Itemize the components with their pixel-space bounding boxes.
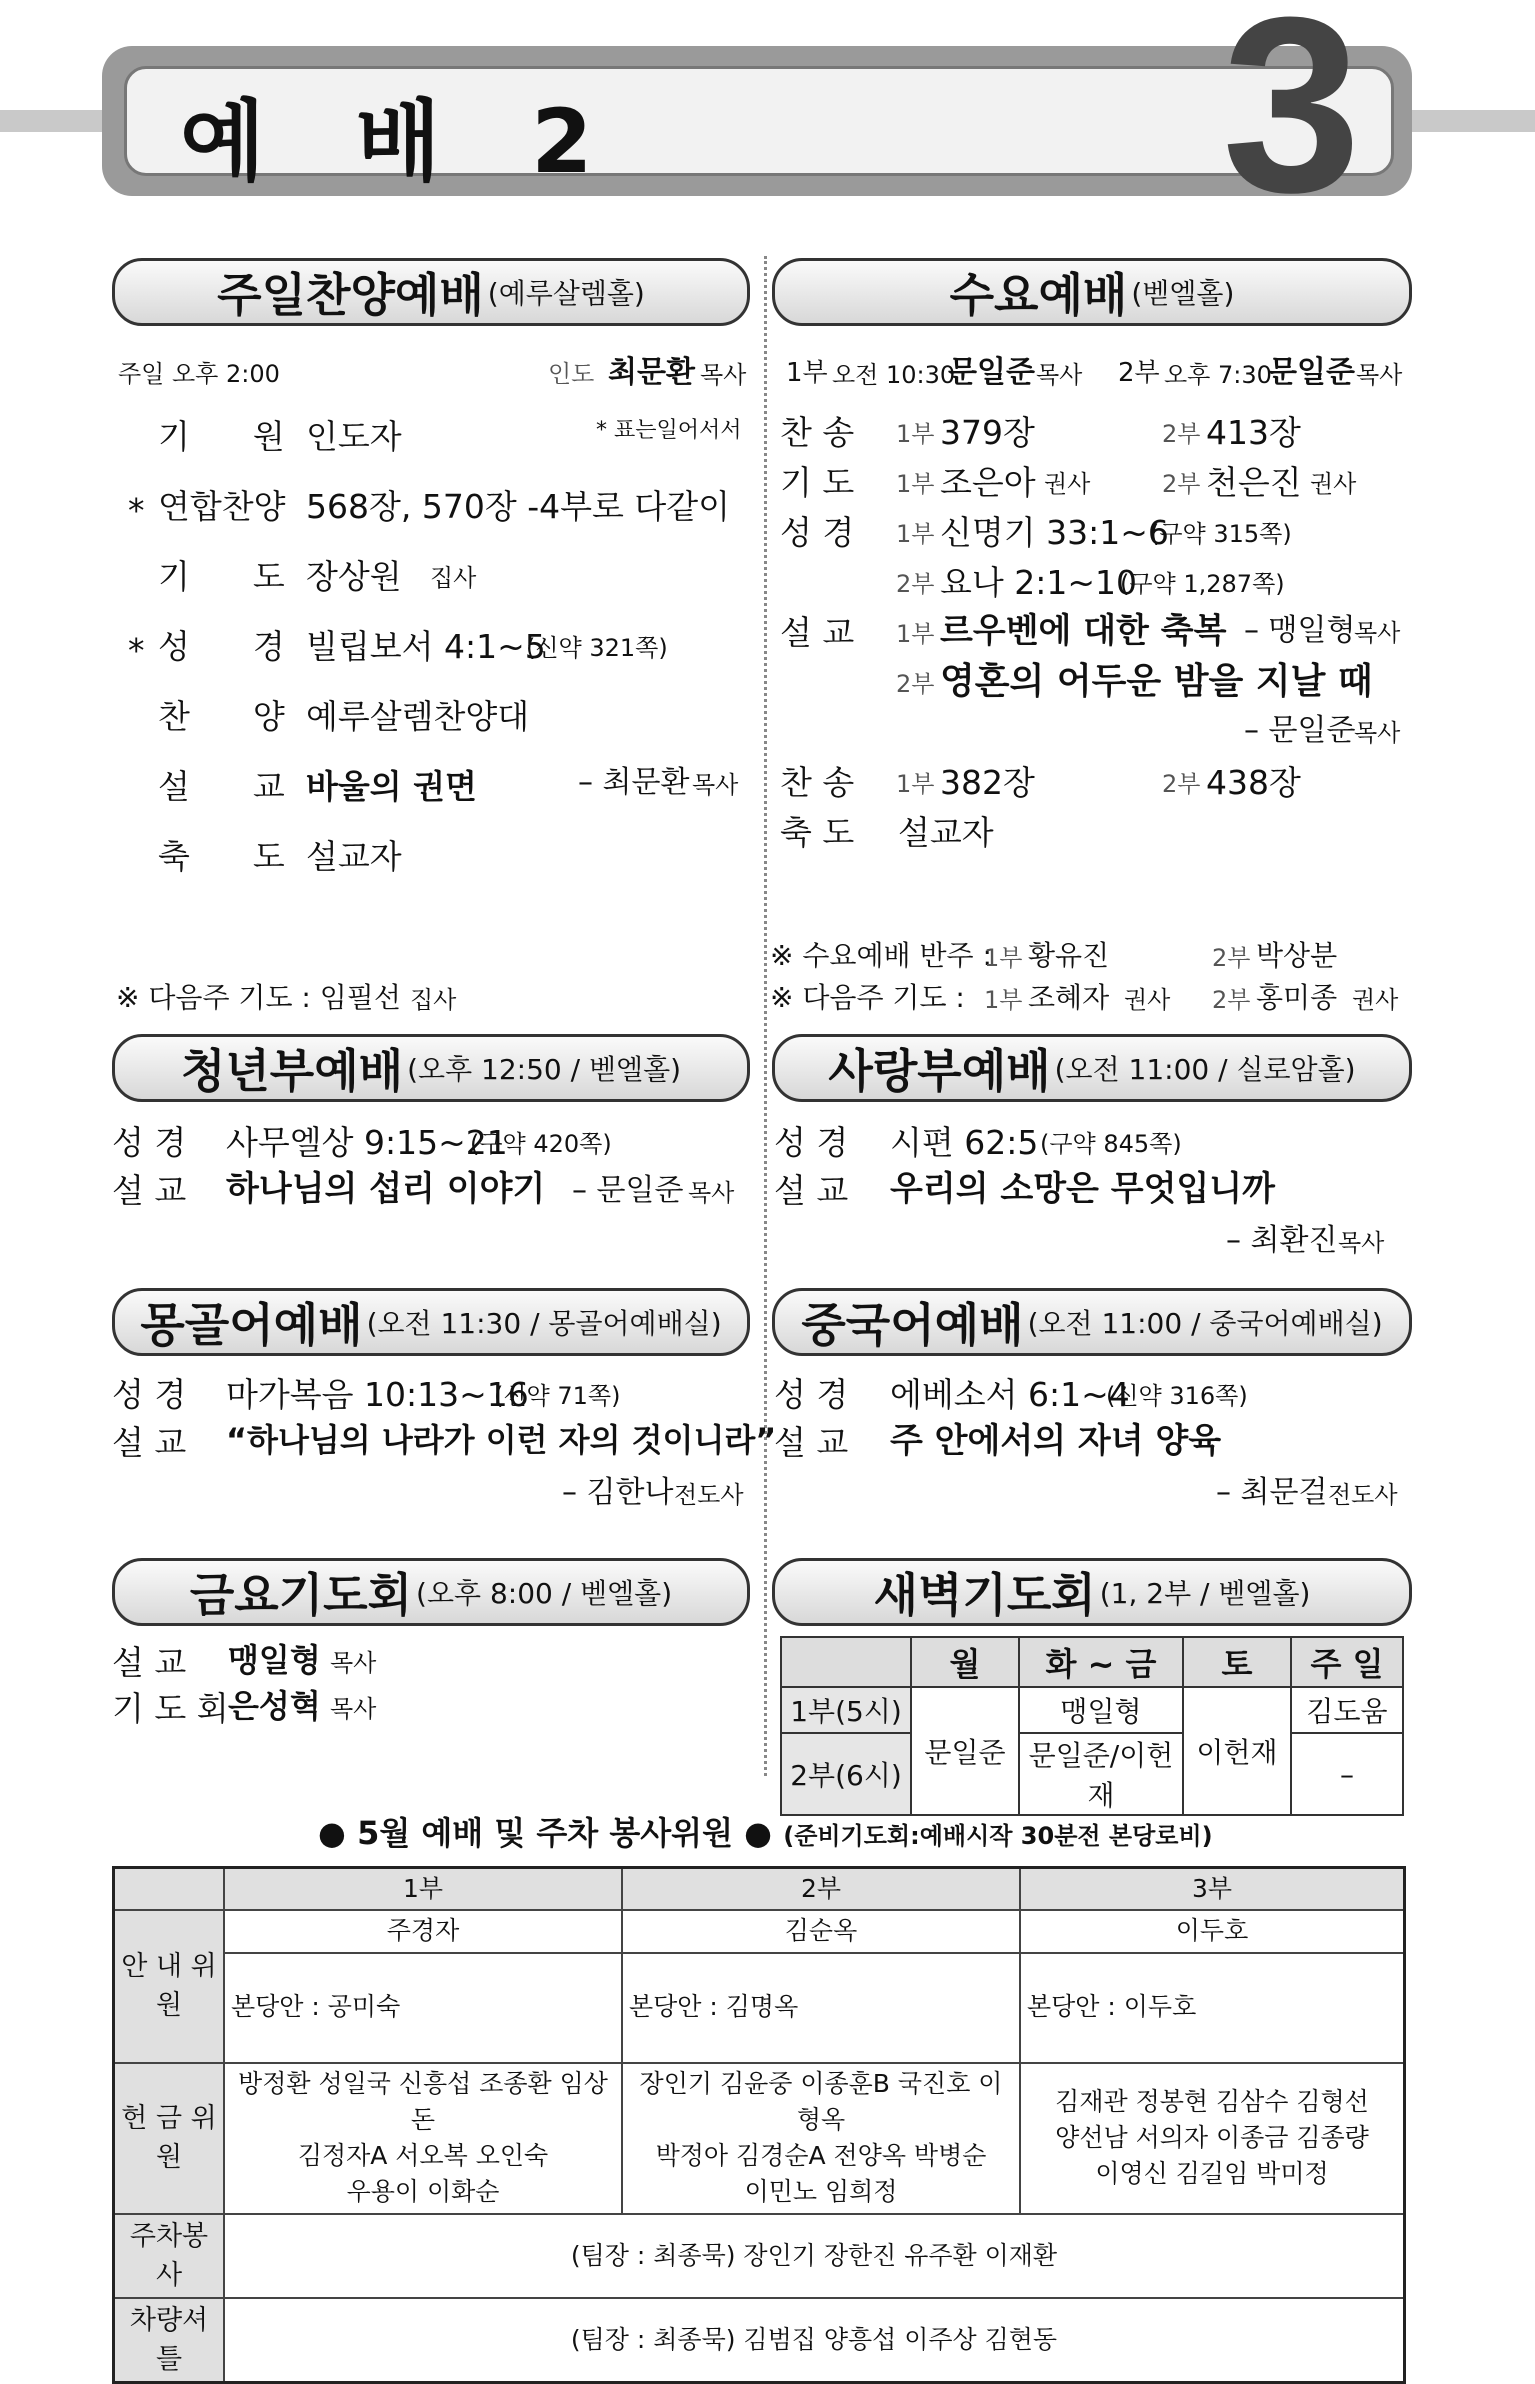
wed-hymn-p2: 2부 — [1162, 420, 1201, 448]
table-row — [114, 2214, 1405, 2298]
wednesday-place: (벧엘홀) — [1131, 277, 1235, 310]
youth-bible-ref: (구약 420쪽) — [470, 1130, 612, 1158]
mongol-bible-label: 성 경 — [112, 1375, 187, 1414]
table-corner — [114, 1868, 225, 1911]
wed-hymn-end-label: 찬 송 — [780, 763, 855, 802]
list-item: 김정자A 서오복 오인숙 — [297, 2141, 549, 2170]
table-corner — [781, 1637, 911, 1687]
volunteers-heading — [318, 1808, 1213, 1854]
chinese-bible: 에베소서 6:1~4 — [890, 1375, 1130, 1414]
wed-hymn-end-p2: 2부 — [1162, 770, 1201, 798]
table-row — [114, 1868, 1405, 1911]
order-text: 인도자 — [306, 417, 402, 456]
order-label: 기 도 — [158, 557, 285, 596]
wed-p2-leader: 문일준 — [1268, 355, 1355, 390]
wed-p1-label: 1부 — [786, 358, 828, 388]
wed-bible2: 요나 2:1~10 — [940, 563, 1137, 602]
wed-prayer-p1: 1부 — [896, 470, 935, 498]
volunteers-title: ● 5월 예배 및 주차 봉사위원 ● — [318, 1814, 773, 1852]
order-label: 연합찬양 — [158, 487, 286, 526]
chinese-bible-ref: (신약 316쪽) — [1106, 1382, 1248, 1410]
mongol-sermon-label: 설 교 — [112, 1423, 187, 1462]
mongol-title: 몽골어예배 — [140, 1298, 363, 1352]
dawn-banner — [772, 1558, 1412, 1626]
page-number: 3 — [1222, 0, 1362, 244]
love-bible: 시편 62:5 — [890, 1123, 1039, 1162]
sunday-leader-role: 목사 — [700, 361, 747, 389]
stand-mark: * — [128, 631, 145, 670]
mongol-bible: 마가복음 10:13~16 — [226, 1375, 529, 1414]
list-item: 방정환 성일국 신흥섭 조종환 임상돈 — [238, 2068, 608, 2134]
wed-hymn2: 413장 — [1206, 413, 1301, 452]
list-item: 장인기 김윤중 이종훈B 국진호 이형옥 — [639, 2068, 1003, 2134]
love-sermon: 우리의 소망은 무엇입니까 — [890, 1169, 1275, 1209]
wed-sermon1-role: 목사 — [1354, 619, 1401, 647]
table-cell: 문일준/이헌재 — [1019, 1733, 1183, 1815]
volunteers-note: (준비기도회:예배시작 30분전 본당로비) — [783, 1822, 1213, 1850]
wed-sermon-p2: 2부 — [896, 670, 935, 698]
table-cell: 이헌재 — [1183, 1687, 1291, 1815]
row-label: 2부(6시) — [781, 1733, 911, 1815]
wednesday-title: 수요예배 — [949, 268, 1128, 322]
friday-sermon-label: 설 교 — [112, 1643, 187, 1682]
table-cell: 문일준 — [911, 1687, 1019, 1815]
love-bible-label: 성 경 — [774, 1123, 849, 1162]
table-header: 1부 — [224, 1868, 622, 1911]
wed-bless: 설교자 — [898, 813, 994, 852]
dawn-schedule-table — [780, 1636, 1404, 1816]
youth-preacher: – 문일준 — [572, 1173, 684, 1208]
friday-prayer-role: 목사 — [330, 1695, 377, 1723]
table-row — [114, 2063, 1405, 2214]
mongol-preacher: – 김한나 — [562, 1475, 674, 1510]
chinese-sermon: 주 안에서의 자녀 양육 — [890, 1421, 1222, 1461]
table-cell: 맹일형 — [1019, 1687, 1183, 1733]
table-cell: 본당안 : 공미숙 — [224, 1953, 622, 2063]
wed-p2-time: 오후 7:30 — [1164, 361, 1272, 389]
parking-label: 주차봉사 — [114, 2214, 225, 2298]
order-text: 바울의 권면 — [306, 767, 477, 806]
table-header: 토 — [1183, 1637, 1291, 1687]
table-header: 월 — [911, 1637, 1019, 1687]
sunday-sermon-preacher: – 최문환 — [578, 765, 690, 800]
wed-sermon2: 영혼의 어두운 밤을 지날 때 — [940, 661, 1373, 702]
wed-accomp1: 황유진 — [1028, 939, 1110, 972]
wed-next2: 홍미종 — [1256, 981, 1338, 1014]
order-note: 집사 — [430, 564, 477, 592]
wed-bless-label: 축 도 — [780, 813, 855, 852]
wed-p1-role: 목사 — [1036, 361, 1083, 389]
wed-p2-label: 2부 — [1118, 358, 1160, 388]
row-label: 1부(5시) — [781, 1687, 911, 1733]
youth-bible: 사무엘상 9:15~21 — [226, 1123, 508, 1162]
order-label: 찬 양 — [158, 697, 285, 736]
wed-next2-role: 권사 — [1352, 986, 1399, 1014]
wed-next-label: ※ 다음주 기도 : — [770, 981, 965, 1014]
love-title: 사랑부예배 — [828, 1044, 1051, 1098]
chinese-bible-label: 성 경 — [774, 1375, 849, 1414]
wed-hymn-end-p1: 1부 — [896, 770, 935, 798]
order-text: 빌립보서 4:1~5 — [306, 627, 546, 666]
love-sermon-label: 설 교 — [774, 1171, 849, 1210]
column-divider — [764, 256, 767, 1776]
stand-mark: * — [128, 491, 145, 530]
chinese-sermon-label: 설 교 — [774, 1423, 849, 1462]
guide-label: 안 내 위 원 — [114, 1910, 225, 2062]
wed-sermon1-preacher: – 맹일형 — [1244, 613, 1356, 648]
order-label: 기 원 — [158, 417, 285, 456]
chinese-place: (오전 11:00 / 중국어예배실) — [1027, 1307, 1383, 1340]
wed-bible2-ref: (구약 1,287쪽) — [1120, 570, 1285, 598]
sunday-place: (예루살렘홀) — [487, 277, 645, 310]
friday-banner — [112, 1558, 750, 1626]
wed-accomp-p2: 2부 — [1212, 944, 1251, 972]
love-bible-ref: (구약 845쪽) — [1040, 1130, 1182, 1158]
friday-title: 금요기도회 — [189, 1568, 413, 1622]
table-cell — [622, 2063, 1020, 2214]
list-item: 양선남 서의자 이종금 김종량 — [1055, 2122, 1369, 2152]
wed-bible-label: 성 경 — [780, 513, 855, 552]
offering-label: 헌 금 위 원 — [114, 2063, 225, 2214]
sunday-title: 주일찬양예배 — [217, 268, 484, 322]
sunday-leader-name: 최문환 — [608, 355, 695, 390]
wed-sermon-p1: 1부 — [896, 620, 935, 648]
friday-sermon-role: 목사 — [330, 1649, 377, 1677]
dawn-place: (1, 2부 / 벧엘홀) — [1099, 1577, 1311, 1610]
table-cell: (팀장 : 최종묵) 김범집 양흥섭 이주상 김현동 — [224, 2298, 1405, 2383]
mongol-role: 전도사 — [674, 1481, 744, 1509]
youth-sermon-label: 설 교 — [112, 1171, 187, 1210]
wed-bible1-ref: (구약 315쪽) — [1150, 520, 1292, 548]
wed-accomp-p1: 1부 — [984, 944, 1023, 972]
sunday-time: 주일 오후 2:00 — [118, 360, 280, 388]
wed-prayer2-role: 권사 — [1310, 470, 1357, 498]
table-row — [114, 1910, 1405, 1952]
wed-p1-leader: 문일준 — [948, 355, 1035, 390]
table-header: 화 ~ 금 — [1019, 1637, 1183, 1687]
wed-sermon2-role: 목사 — [1354, 719, 1401, 747]
list-item: 김재관 정봉현 김삼수 김형선 — [1055, 2086, 1369, 2116]
sunday-leader-label: 인도 — [548, 360, 595, 388]
chinese-role: 전도사 — [1328, 1481, 1398, 1509]
mongol-sermon: “하나님의 나라가 이런 자의 것이니라” — [226, 1421, 777, 1459]
order-note: (신약 321쪽) — [526, 634, 668, 662]
order-text: 예루살렘찬양대 — [306, 697, 530, 736]
wed-next-p1: 1부 — [984, 986, 1023, 1014]
wed-p1-time: 오전 10:30 — [832, 361, 956, 389]
wed-next1: 조혜자 — [1028, 981, 1110, 1014]
sunday-banner — [112, 258, 750, 326]
love-place: (오전 11:00 / 실로암홀) — [1054, 1053, 1356, 1086]
volunteers-table — [112, 1866, 1406, 2384]
table-cell: – — [1291, 1733, 1403, 1815]
wed-hymn-end2: 438장 — [1206, 763, 1301, 802]
wed-bible-p2: 2부 — [896, 570, 935, 598]
wed-sermon2-preacher: – 문일준 — [1244, 713, 1356, 748]
order-label: 축 도 — [158, 837, 285, 876]
table-cell: (팀장 : 최종묵) 장인기 장한진 유주환 이재환 — [224, 2214, 1405, 2298]
wed-prayer1: 조은아 — [940, 463, 1036, 502]
friday-sermon: 맹일형 — [228, 1641, 321, 1679]
table-cell: 김도움 — [1291, 1687, 1403, 1733]
wed-accomp-label: ※ 수요예배 반주 : — [770, 939, 992, 972]
mongol-bible-ref: (신약 71쪽) — [494, 1382, 621, 1410]
wed-sermon-label: 설 교 — [780, 613, 855, 652]
mongol-place: (오전 11:30 / 몽골어예배실) — [366, 1307, 722, 1340]
love-role: 목사 — [1338, 1229, 1385, 1257]
wed-p2-role: 목사 — [1356, 361, 1403, 389]
wed-bible-p1: 1부 — [896, 520, 935, 548]
table-cell: 주경자 — [224, 1910, 622, 1952]
friday-prayer-label: 기 도 회 — [112, 1689, 229, 1728]
table-cell: 본당안 : 김명옥 — [622, 1953, 1020, 2063]
list-item: 이영신 김길임 박미정 — [1095, 2159, 1329, 2189]
table-cell: 본당안 : 이두호 — [1020, 1953, 1405, 2063]
sunday-next-prayer: ※ 다음주 기도 : 임필선 — [116, 981, 401, 1014]
mongol-banner — [112, 1288, 750, 1356]
sunday-sermon-role: 목사 — [692, 771, 739, 799]
list-item: 박정아 김경순A 전양옥 박병순 — [655, 2141, 987, 2170]
wed-prayer1-role: 권사 — [1044, 470, 1091, 498]
table-row — [781, 1637, 1403, 1687]
shuttle-label: 차량셔틀 — [114, 2298, 225, 2383]
table-cell: 이두호 — [1020, 1910, 1405, 1952]
wed-hymn1: 379장 — [940, 413, 1035, 452]
sunday-next-prayer-role: 집사 — [410, 986, 457, 1014]
page-title: 예 배 2 — [180, 90, 623, 193]
order-text: 설교자 — [306, 837, 402, 876]
table-row — [781, 1687, 1403, 1733]
chinese-preacher: – 최문걸 — [1216, 1475, 1328, 1510]
friday-prayer: 은성혁 — [228, 1687, 321, 1725]
table-header: 2부 — [622, 1868, 1020, 1911]
table-header: 주 일 — [1291, 1637, 1403, 1687]
love-preacher: – 최환진 — [1226, 1223, 1338, 1258]
stand-note: * 표는일어서서 — [596, 418, 742, 443]
youth-banner — [112, 1034, 750, 1102]
table-row — [114, 2298, 1405, 2383]
youth-title: 청년부예배 — [180, 1044, 404, 1098]
wed-hymn-p1: 1부 — [896, 420, 935, 448]
wednesday-banner — [772, 258, 1412, 326]
order-label: 성 경 — [158, 627, 285, 666]
wed-bible1: 신명기 33:1~6 — [940, 513, 1169, 552]
wed-sermon1: 르우벤에 대한 축복 — [940, 611, 1227, 651]
youth-place: (오후 12:50 / 벧엘홀) — [407, 1053, 682, 1086]
dawn-title: 새벽기도회 — [873, 1568, 1096, 1622]
youth-sermon: 하나님의 섭리 이야기 — [226, 1169, 546, 1209]
wed-hymn-end1: 382장 — [940, 763, 1035, 802]
love-banner — [772, 1034, 1412, 1102]
table-cell: 김순옥 — [622, 1910, 1020, 1952]
wed-accomp2: 박상분 — [1256, 939, 1338, 972]
table-row — [114, 1953, 1405, 2063]
wed-next-p2: 2부 — [1212, 986, 1251, 1014]
order-text: 568장, 570장 -4부로 다같이 — [306, 487, 730, 526]
list-item: 이민노 임희정 — [744, 2177, 898, 2207]
friday-place: (오후 8:00 / 벧엘홀) — [416, 1577, 673, 1610]
list-item: 우용이 이화순 — [346, 2177, 500, 2207]
wed-hymn-label: 찬 송 — [780, 413, 855, 452]
chinese-title: 중국어예배 — [801, 1298, 1024, 1352]
wed-prayer-label: 기 도 — [780, 463, 855, 502]
wed-prayer2: 천은진 — [1206, 463, 1302, 502]
wed-next1-role: 권사 — [1124, 986, 1171, 1014]
table-row — [781, 1733, 1403, 1815]
table-header: 3부 — [1020, 1868, 1405, 1911]
order-text: 장상원 — [306, 557, 402, 596]
youth-bible-label: 성 경 — [112, 1123, 187, 1162]
wed-prayer-p2: 2부 — [1162, 470, 1201, 498]
table-cell — [224, 2063, 622, 2214]
chinese-banner — [772, 1288, 1412, 1356]
order-label: 설 교 — [158, 767, 285, 806]
youth-role: 목사 — [688, 1179, 735, 1207]
table-cell — [1020, 2063, 1405, 2214]
